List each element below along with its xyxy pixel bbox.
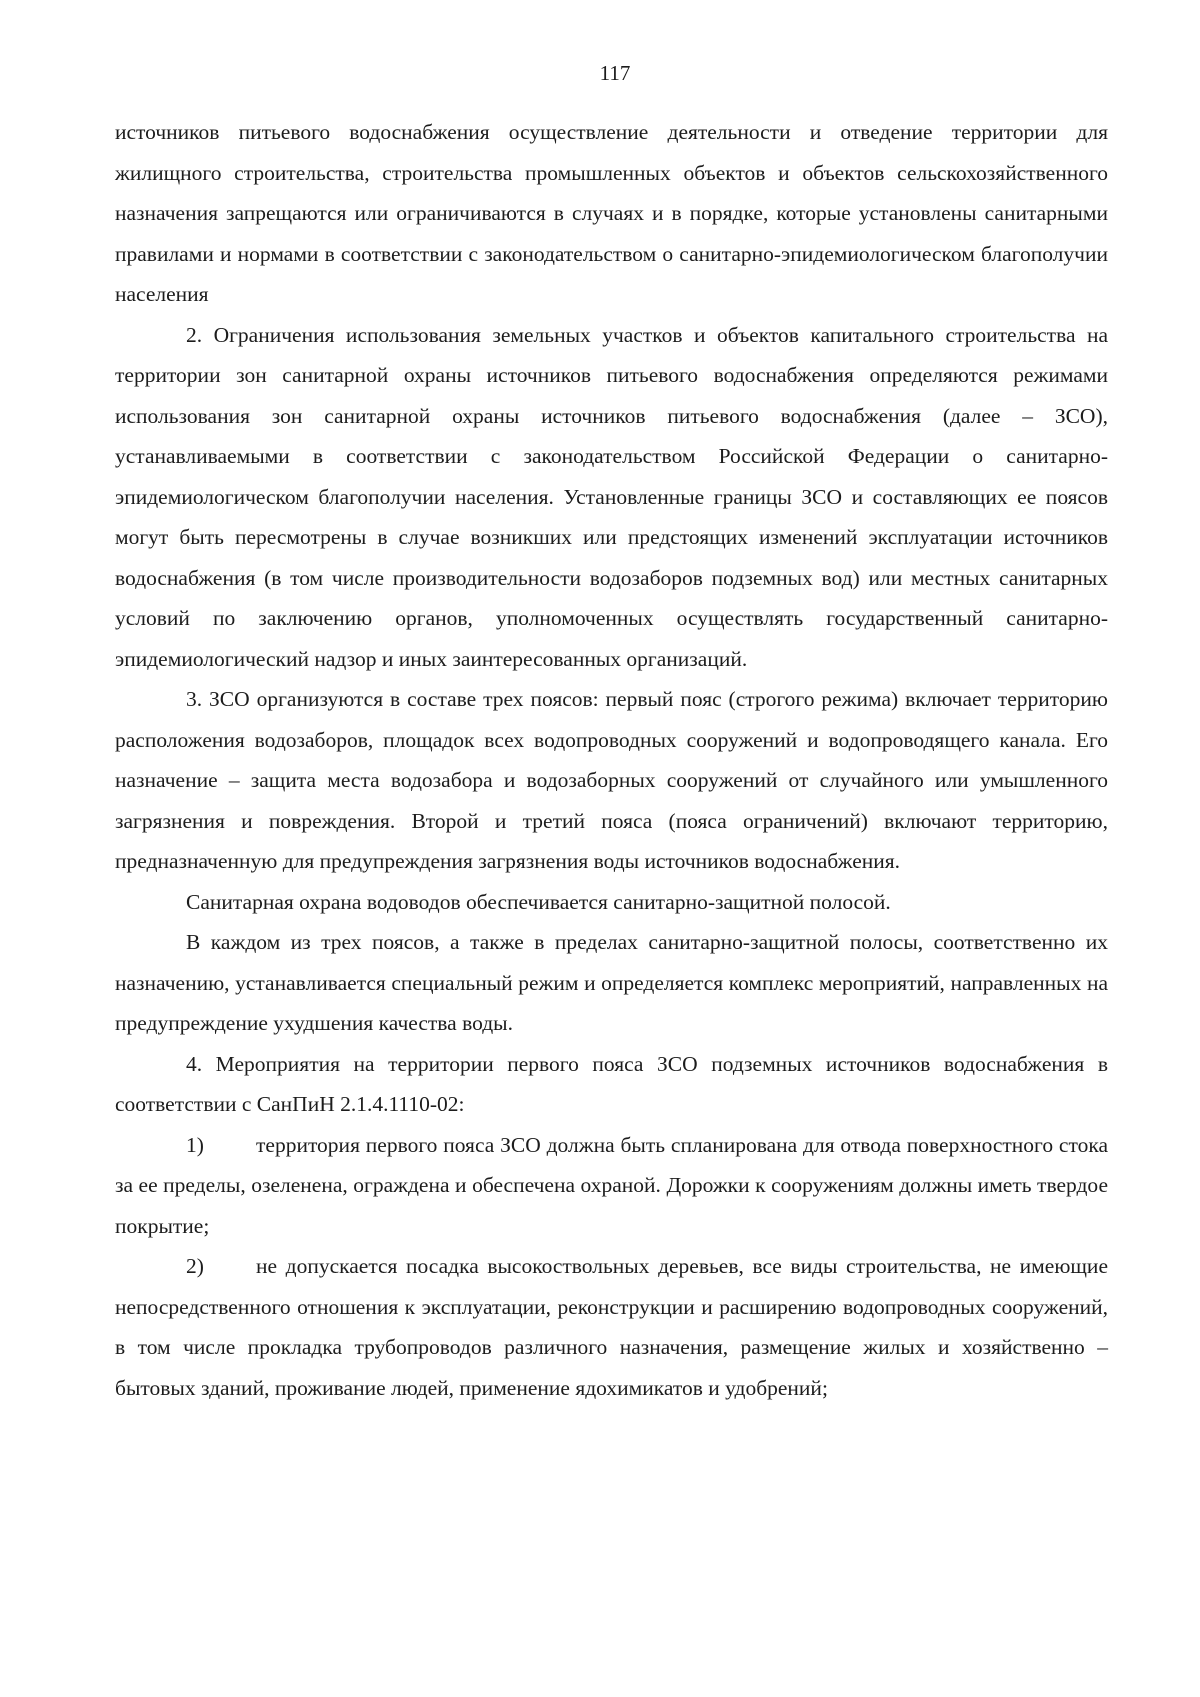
list-item-text: не допускается посадка высокоствольных деревьев, все виды строительства, не имеющие непосредственного отношения к эксплуатации, реконструкции и расширению водопроводных сооружений, в том числе прокладка трубопроводов различного назначения, размещение жилых и хозяйственно – бытовых зданий, проживание людей, применение ядохимикатов и удобрений; [115, 1254, 1108, 1400]
list-item-text: территория первого пояса ЗСО должна быть спланирована для отвода поверхностного стока за ее пределы, озеленена, ограждена и обеспечена охраной. Дорожки к сооружениям должны иметь твердое покрытие; [115, 1132, 1108, 1238]
document-body [115, 112, 1108, 1408]
paragraph-item-3: 3. ЗСО организуются в составе трех поясов: первый пояс (строгого режима) включает территорию расположения водозаборов, площадок всех водопроводных сооружений и водопроводящего канала. Его назначение – защита места водозабора и водозаборных сооружений от случайного или умышленного загрязнения и повреждения. Второй и третий пояса (пояса ограничений) включают территорию, предназначенную для предупреждения загрязнения воды источников водоснабжения. [115, 687, 1108, 873]
paragraph-item-2: 2. Ограничения использования земельных участков и объектов капитального строительства на территории зон санитарной охраны источников питьевого водоснабжения определяются режимами использования зон санитарной охраны источников питьевого водоснабжения (далее – ЗСО), устанавливаемыми в соответствии с законодательством Российской Федерации о санитарно-эпидемиологическом благополучии населения. Установленные границы ЗСО и составляющих ее поясов могут быть пересмотрены в случае возникших или предстоящих изменений эксплуатации источников водоснабжения (в том числе производительности водозаборов подземных вод) или местных санитарных условий по заключению органов, уполномоченных осуществлять государственный санитарно-эпидемиологический надзор и иных заинтересованных организаций. [115, 322, 1108, 671]
list-item-2 [115, 1246, 1108, 1408]
list-item-1 [115, 1125, 1108, 1247]
list-item-number: 1) [186, 1132, 204, 1157]
page-number: 117 [599, 61, 631, 85]
list-item-number: 2) [186, 1254, 204, 1278]
paragraph-item-4: 4. Мероприятия на территории первого пояса ЗСО подземных источников водоснабжения в соответствии с СанПиН 2.1.4.1110-02: [115, 1051, 1108, 1116]
paragraph-sanitary-protection: Санитарная охрана водоводов обеспечивается санитарно-защитной полосой. [186, 889, 891, 914]
paragraph-each-belt: В каждом из трех поясов, а также в пределах санитарно-защитной полосы, соответственно их назначению, устанавливается специальный режим и определяется комплекс мероприятий, направленных на предупреждение ухудшения качества воды. [115, 930, 1108, 1035]
paragraph-continuation: источников питьевого водоснабжения осуществление деятельности и отведение территории для жилищного строительства, строительства промышленных объектов и объектов сельскохозяйственного назначения запрещаются или ограничиваются в случаях и в порядке, которые установлены санитарными правилами и нормами в соответствии с законодательством о санитарно-эпидемиологическом благополучии населения [115, 120, 1108, 306]
